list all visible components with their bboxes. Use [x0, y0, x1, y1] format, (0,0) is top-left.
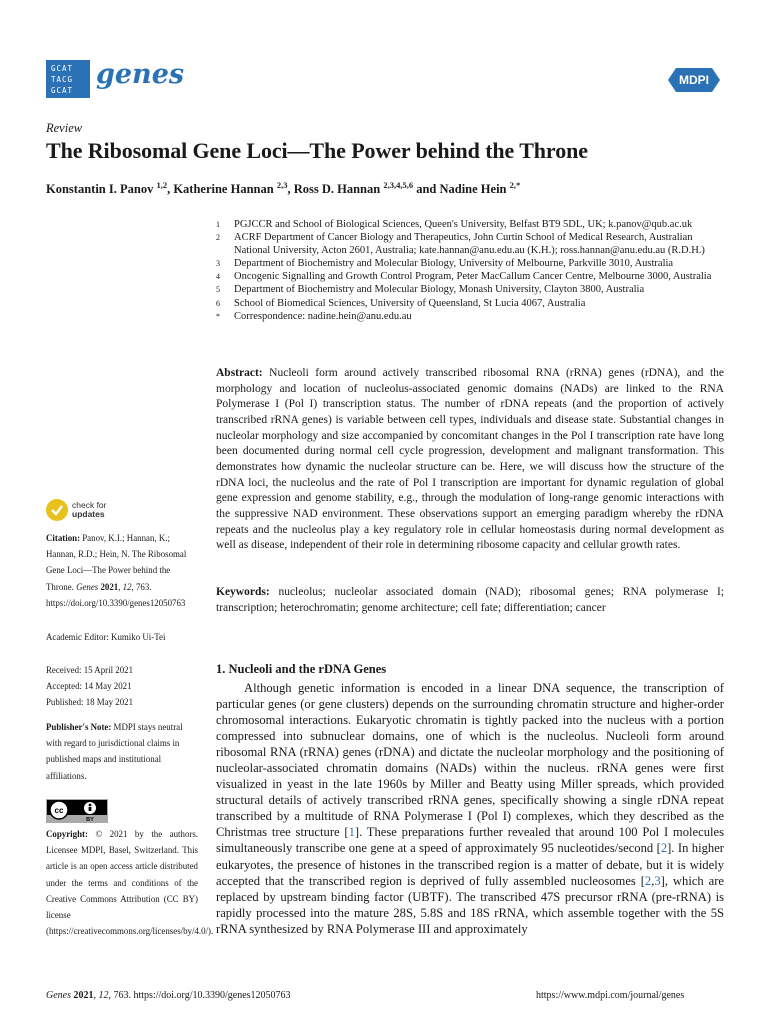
article-type: Review — [46, 121, 83, 135]
svg-text:BY: BY — [86, 817, 94, 823]
footer-journal-url[interactable]: https://www.mdpi.com/journal/genes — [536, 990, 685, 1001]
footer-volume: 12 — [98, 990, 109, 1001]
citation-link[interactable]: 3 — [654, 873, 661, 888]
body-paragraph — [216, 680, 724, 937]
body-text: ], which are replaced by upstream binding factor (UBTF). The transcribed 47S precursor rRNA (pre-rRNA) is rapidly processed into the mature 28S, 5.8S and 18S rRNA, which assemble together with the 5S rRNA synthesized by RNA Polymerase III and approximately — [216, 873, 724, 936]
footer-year: 2021 — [73, 990, 94, 1001]
affiliation-text: Department of Biochemistry and Molecular Biology, Monash University, Clayton 3800, Australia — [234, 284, 645, 296]
author-affiliation-marks: 2,3,4,5,6 — [383, 180, 414, 190]
author-name[interactable]: Katherine Hannan — [173, 182, 277, 197]
affiliation-number: 3 — [216, 259, 220, 269]
received-date: Received: 15 April 2021 — [46, 665, 134, 675]
affiliation-number: 6 — [216, 298, 220, 308]
section-heading: 1. Nucleoli and the rDNA Genes — [216, 662, 387, 676]
citation-link[interactable]: 1 — [348, 825, 355, 840]
body-text: Although genetic information is encoded in a linear DNA sequence, the transcription of particular genes (or gene clusters) depends on the surrounding chromatin structure and higher-order chromosomal interactions. Eukaryotic chromatin is tightly packed into the nucleus with a portion compressed into subnuclear domains, one of which is the nucleolus. Nucleoli form around ribosomal RNA (rRNA) genes (rDNA) and dictate the nucleolar morphology and the positioning of nucleolar-associated chromatin domains (NADs) within the nucleus. rRNA genes were first visualized in yeast in the late 1960s by Miller and Beatty using Miller spreads, which provided structural details of actively transcribed rRNA genes, specifically showing a single rDNA repeat transcribed by a multitude of RNA Polymerase I (Pol I) complexes, which they described as the Christmas tree structure [ — [216, 681, 724, 840]
author-name[interactable]: Ross D. Hannan — [293, 182, 384, 197]
affiliation-text: Oncogenic Signalling and Growth Control Program, Peter MacCallum Cancer Centre, Melbourne 3000, Australia — [234, 271, 712, 283]
check-updates-label — [72, 501, 107, 519]
citation-year: 2021 — [100, 581, 119, 592]
copyright-text: © 2021 by the authors. Licensee MDPI, Basel, Switzerland. This article is an open access article distributed under the terms and conditions of the Creative Commons Attribution (CC BY) license (https://creativecommons.org/licenses/by/4.0/). — [46, 829, 214, 937]
author-affiliation-marks: 2,* — [509, 180, 521, 190]
check-for-updates-button[interactable] — [46, 499, 107, 521]
author-affiliation-marks: 2,3 — [276, 180, 288, 190]
accepted-date: Accepted: 14 May 2021 — [46, 681, 132, 692]
author-affiliation-marks: 1,2 — [156, 180, 168, 190]
abstract — [216, 366, 724, 554]
footer-citation: Genes 2021, 12, 763. https://doi.org/10.3390/genes12050763 — [46, 990, 291, 1001]
affiliation-text: School of Biomedical Sciences, University of Queensland, St Lucia 4067, Australia — [234, 297, 586, 309]
footer-journal: Genes — [46, 990, 71, 1001]
copyright-label: Copyright: — [46, 829, 88, 839]
affiliation-text: ACRF Department of Cancer Biology and Therapeutics, John Curtin School of Medical Research, Australian National University, Acton 2601, Australia; kate.hannan@anu.edu.au (K.H.); ross.hannan@anu.edu.au (R.D.H.) — [234, 232, 705, 257]
author-separator: , — [287, 182, 294, 197]
abstract-label: Abstract: — [216, 367, 263, 379]
affiliation-number: 5 — [216, 285, 220, 295]
affiliation-text: Department of Biochemistry and Molecular Biology, University of Melbourne, Parkville 3010, Australia — [234, 258, 674, 270]
published-date: Published: 18 May 2021 — [46, 697, 134, 708]
affiliation-number: * — [216, 311, 220, 321]
svg-text:cc: cc — [54, 806, 64, 815]
body-text: ]. In higher eukaryotes, the presence of histones in the transcribed region is a matter of debate, but it is widely accepted that the transcribed region is deprived of fully assembled nucleosomes [ — [216, 841, 724, 888]
cc-by-license-badge[interactable] — [46, 799, 108, 823]
keywords-label: Keywords: — [216, 586, 270, 598]
affiliation-item — [216, 297, 716, 310]
affiliation-item — [216, 283, 716, 296]
citation-volume: 12 — [122, 581, 132, 592]
keywords — [216, 585, 724, 616]
section-body — [216, 680, 724, 937]
publishers-note — [46, 719, 198, 784]
citation-doi[interactable]: , 763. https://doi.org/10.3390/genes12050763 — [46, 581, 186, 608]
affiliation-item — [216, 257, 716, 270]
check-updates-icon — [46, 499, 68, 521]
abstract-text: Nucleoli form around actively transcribed ribosomal RNA (rRNA) genes (rDNA), and the morphology and location of nucleolus-associated genomic domains (NADs) are linked to the RNA Polymerase I (Pol I) transcription status. The number of rDNA repeats (and the proportion of actively transcribed rRNA genes) is variable between cell types, individuals and disease state. Substantial changes in nucleolar morphology and size accompanied by concomitant changes in the Pol I transcription rate have long been documented during normal cell cycle progression, development and malignant transformation. This demonstrates how dynamic the nucleolar structure can be. Here, we will discuss how the structure of the rDNA loci, the nucleolus and the rate of Pol I transcription are important for dynamic regulation of global gene expression and genome stability, e.g., through the modulation of long-range genomic interactions with the suppressive NAD environment. These observations support an emerging paradigm whereby the rDNA repeats and the nucleolus play a key regulatory role in cellular homeostasis during normal development as well as disease, independent of their role in determining ribosome capacity and cellular growth rates. — [216, 367, 724, 552]
citation-text: Panov, K.I.; Hannan, K.; Hannan, R.D.; Hein, N. The Ribosomal Gene Loci—The Power behind the Throne. — [46, 533, 187, 592]
page-title: The Ribosomal Gene Loci—The Power behind the Throne — [46, 138, 588, 163]
body-text: ]. These preparations further revealed that around 100 Pol I molecules simultaneously transcribe one gene at a speed of approximately 95 nucleotides/second [ — [216, 825, 724, 856]
affiliation-number: 4 — [216, 272, 220, 282]
logo-line: GCAT — [51, 64, 74, 73]
author-list — [46, 180, 520, 197]
body-text: , — [651, 873, 655, 888]
citation-label: Citation: — [46, 533, 81, 543]
author-separator: , — [167, 182, 174, 197]
affiliation-item — [216, 270, 716, 283]
copyright — [46, 826, 214, 939]
citation-block: Citation: Panov, K.I.; Hannan, K.; Hannan, R.D.; Hein, N. The Ribosomal Gene Loci—The Power behind the Throne. Genes 2021, 12, 763. https://doi.org/10.3390/genes12050763 — [46, 533, 187, 608]
publishers-note-label: Publisher's Note: — [46, 722, 112, 732]
journal-name: genes — [96, 59, 185, 90]
author-name[interactable]: Konstantin I. Panov — [46, 182, 157, 197]
logo-line: TACG — [51, 75, 74, 84]
affiliation-text: Correspondence: nadine.hein@anu.edu.au — [234, 310, 412, 322]
journal-logo — [46, 60, 90, 98]
footer-doi[interactable]: , 763. https://doi.org/10.3390/genes12050763 — [108, 990, 291, 1001]
affiliation-item — [216, 231, 716, 257]
citation-journal: Genes — [76, 581, 99, 592]
academic-editor: Academic Editor: Kumiko Ui-Tei — [46, 632, 166, 642]
citation-link[interactable]: 2 — [660, 841, 668, 856]
publishers-note-text: MDPI stays neutral with regard to jurisdictional claims in published maps and institutional affiliations. — [46, 722, 183, 781]
affiliation-item — [216, 310, 716, 323]
check-updates-line2: updates — [72, 509, 105, 519]
affiliation-item — [216, 218, 716, 231]
dates — [46, 662, 198, 711]
mdpi-logo — [668, 66, 720, 94]
affiliation-number: 2 — [216, 233, 220, 243]
svg-text:MDPI: MDPI — [679, 73, 709, 87]
affiliation-text: PGJCCR and School of Biological Sciences, Queen's University, Belfast BT9 5DL, UK; k.panov@qub.ac.uk — [234, 219, 693, 230]
affiliations — [216, 218, 716, 323]
logo-line: GCAT — [51, 86, 74, 95]
check-updates-line1: check for — [72, 500, 107, 510]
author-separator: and — [413, 182, 440, 197]
keywords-text: nucleolus; nucleolar associated domain (NAD); ribosomal genes; RNA polymerase I; transcription; heterochromatin; genome architecture; cell fate; differentiation; cancer — [216, 586, 725, 614]
author-name[interactable]: Nadine Hein — [439, 182, 510, 197]
affiliation-number: 1 — [216, 220, 220, 229]
citation-link[interactable]: 2 — [644, 873, 652, 888]
